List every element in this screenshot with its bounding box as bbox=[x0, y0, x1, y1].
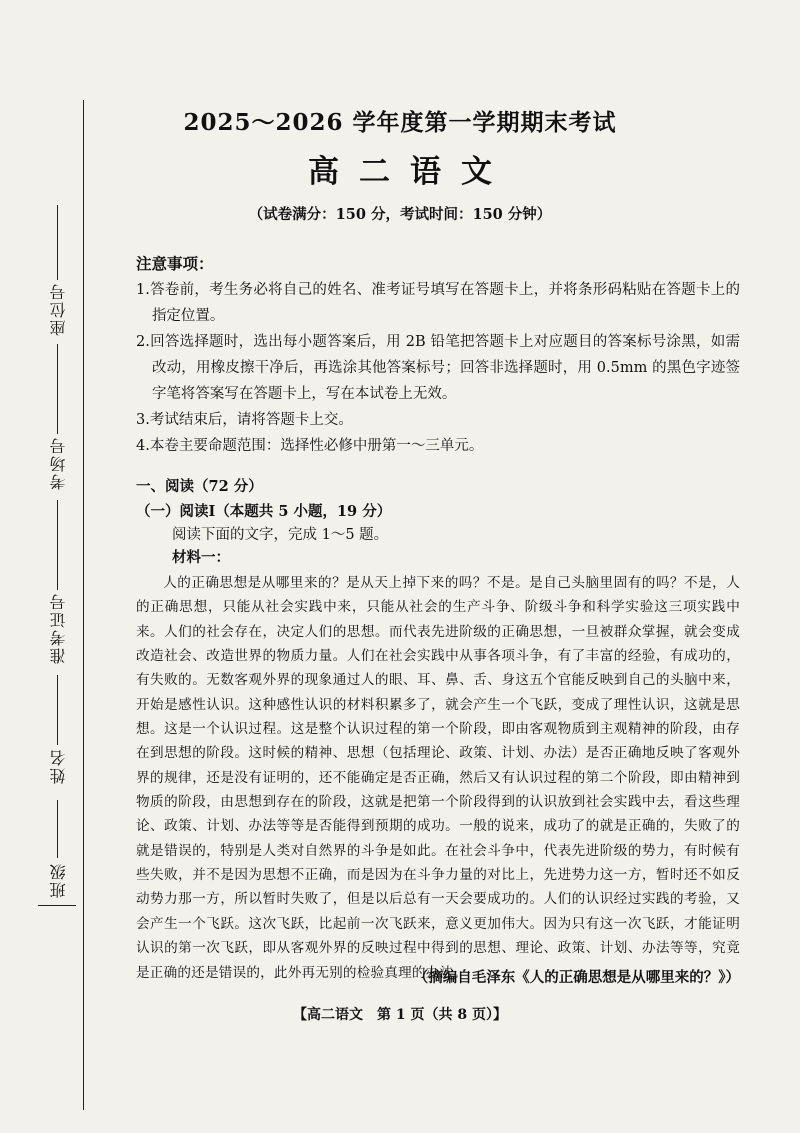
reading-passage: 人的正确思想是从哪里来的？是从天上掉下来的吗？不是。是自己头脑里固有的吗？不是，人的正确思想，只能从社会实践中来，只能从社会的生产斗争、阶级斗争和科学实验这三项实践中来。人们的社会存在，决定人们的思想。而代表先进阶级的正确思想，一旦被群众掌握，就会变成改造社会、改造世界的物质力量。人们在社会实践中从事各项斗争，有了丰富的经验，有成功的，有失败的。无数客观外界的现象通过人的眼、耳、鼻、舌、身这五个官能反映到自己的头脑中来，开始是感性认识。这种感性认识的材料积累多了，就会产生一个飞跃，变成了理性认识，这就是思想。这是一个认识过程。这是整个认识过程的第一个阶段，即由客观物质到主观精神的阶段，由存在到思想的阶段。这时候的精神、思想（包括理论、政策、计划、办法）是否正确地反映了客观外界的规律，还是没有证明的，还不能确定是否正确，然后又有认识过程的第二个阶段，即由精神到物质的阶段，由思想到存在的阶段，这就是把第一个阶段得到的认识放到社会实践中去，看这些理论、政策、计划、办法等等是否能得到预期的成功。一般的说来，成功了的就是正确的，失败了的就是错误的，特别是人类对自然界的斗争是如此。在社会斗争中，代表先进阶级的势力，有时候有些失败，并不是因为思想不正确，而是因为在斗争力量的对比上，先进势力这一方，暂时还不如反动势力那一方，所以暂时失败了，但是以后总有一天会要成功的。人们的认识经过实践的考验，又会产生一个飞跃。这次飞跃，比起前一次飞跃来，意义更加伟大。因为只有这一次飞跃，才能证明认识的第一次飞跃，即从客观外界的反映过程中得到的思想、理论、政策、计划、办法等等，究竟是正确的还是错误的，此外再无别的检验真理的办法。 bbox=[136, 575, 740, 981]
material-label: 材料一： bbox=[172, 549, 230, 566]
subject-title: 高二语文 bbox=[308, 154, 512, 190]
seat-number-field bbox=[44, 282, 74, 336]
room-number-field bbox=[44, 436, 74, 490]
ticket-blank-line bbox=[57, 500, 58, 590]
exam-title: 2025～2026 学年度第一学期期末考试 bbox=[183, 109, 617, 136]
notice-item: 1.答卷前，考生务必将自己的姓名、准考证号填写在答题卡上，并将条形码粘贴在答题卡上的指定位置。 bbox=[136, 282, 740, 324]
reading-instruction: 阅读下面的文字，完成 1～5 题。 bbox=[172, 527, 389, 543]
section-title: 一、阅读（72 分） bbox=[136, 478, 263, 495]
name-field bbox=[44, 748, 74, 784]
notice-item: 4.本卷主要命题范围：选择性必修中册第一～三单元。 bbox=[136, 438, 484, 454]
name-blank-line bbox=[57, 675, 58, 745]
notice-item: 2.回答选择题时，选出每小题答案后，用 2B 铅笔把答题卡上对应题目的答案标号涂黑，如需改动，用橡皮擦干净后，再选涂其他答案标号；回答非选择题时，用 0.5mm 的黑色字迹签字笔将答案写在答题卡上，写在本试卷上无效。 bbox=[136, 334, 740, 402]
room-blank-line bbox=[57, 344, 58, 434]
passage-source: （摘编自毛泽东《人的正确思想是从哪里来的？》） bbox=[413, 969, 740, 986]
subsection-title: （一）阅读Ⅰ（本题共 5 小题，19 分） bbox=[136, 503, 392, 520]
ticket-number-label: 准考证号 bbox=[49, 592, 68, 664]
exam-info: （试卷满分：150 分，考试时间：150 分钟） bbox=[248, 206, 552, 223]
ticket-number-field bbox=[44, 592, 74, 664]
class-field bbox=[44, 862, 74, 898]
name-label: 姓名 bbox=[49, 748, 68, 784]
notice-heading: 注意事项： bbox=[136, 254, 214, 273]
notice-list bbox=[136, 277, 740, 459]
notice-item: 3.考试结束后，请将答题卡上交。 bbox=[136, 412, 353, 428]
class-end-line bbox=[38, 905, 76, 908]
class-label: 班级 bbox=[49, 862, 68, 898]
page-footer: 【高二语文 第 1 页（共 8 页）】 bbox=[293, 1007, 507, 1023]
binding-line bbox=[83, 100, 84, 1110]
seat-number-label: 座位号 bbox=[49, 282, 68, 336]
class-blank-line bbox=[57, 800, 58, 858]
room-number-label: 考场号 bbox=[49, 436, 68, 490]
